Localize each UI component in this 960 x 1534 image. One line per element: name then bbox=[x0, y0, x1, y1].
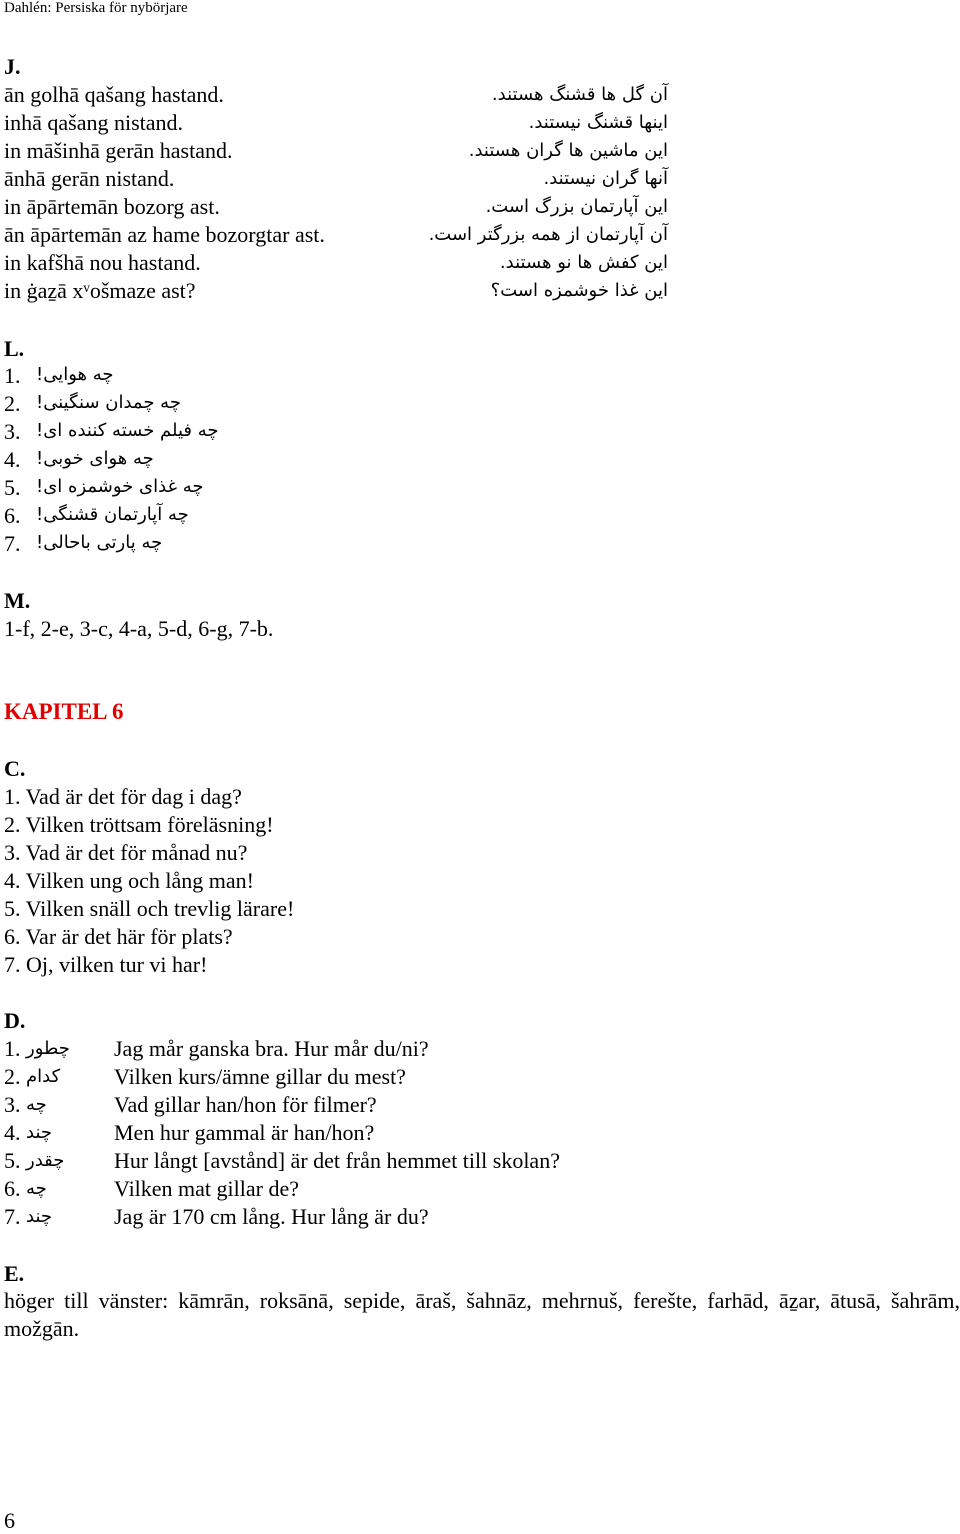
section-d-translation: Jag mår ganska bra. Hur mår du/ni? bbox=[114, 1036, 429, 1061]
section-l-item-text: چه چمدان سنگینی! bbox=[36, 392, 181, 413]
section-l-item-number: 7. bbox=[4, 531, 21, 556]
section-d-item-number: 5. bbox=[4, 1148, 21, 1173]
section-c-item: 5. Vilken snäll och trevlig lärare! bbox=[4, 896, 295, 921]
section-d-item-number: 7. bbox=[4, 1204, 21, 1229]
section-l-heading: L. bbox=[4, 336, 25, 361]
section-d-item-number: 4. bbox=[4, 1120, 21, 1145]
section-d-translation: Men hur gammal är han/hon? bbox=[114, 1120, 375, 1145]
section-j-persian-line: آنها گران نیستند. bbox=[543, 168, 668, 189]
page-number: 6 bbox=[4, 1508, 15, 1533]
section-c-item: 6. Var är det här för plats? bbox=[4, 924, 233, 949]
section-j-latin-line: ān golhā qašang hastand. bbox=[4, 82, 224, 107]
section-l-item-number: 6. bbox=[4, 503, 21, 528]
section-j-persian-line: این کفش ها نو هستند. bbox=[499, 252, 668, 273]
section-j-latin-line: in ġaẕā xᵛošmaze ast? bbox=[4, 278, 196, 303]
section-d-translation: Vilken kurs/ämne gillar du mest? bbox=[114, 1064, 406, 1089]
section-c-item: 3. Vad är det för månad nu? bbox=[4, 840, 248, 865]
section-e-text: höger till vänster: kāmrān, roksānā, sepide, āraš, šahnāz, mehrnuš, ferešte, farhād, āẕar, ātusā, šahrām, možgān. bbox=[4, 1288, 960, 1341]
section-d-item-number: 6. bbox=[4, 1176, 21, 1201]
section-d-question-word: چه bbox=[26, 1094, 47, 1115]
section-j-persian-line: آن گل ها قشنگ هستند. bbox=[491, 84, 668, 105]
section-d-question-word: کدام bbox=[26, 1066, 61, 1087]
section-j-heading: J. bbox=[4, 54, 21, 79]
section-j-persian-line: آن آپارتمان از همه بزرگتر است. bbox=[428, 224, 668, 245]
section-d-question-word: چه bbox=[26, 1178, 47, 1199]
section-l-item-text: چه فیلم خسته کننده ای! bbox=[36, 420, 219, 441]
section-d-translation: Hur långt [avstånd] är det från hemmet till skolan? bbox=[114, 1148, 560, 1173]
section-l-item-text: چه هوای خوبی! bbox=[36, 448, 154, 469]
section-l-item-number: 1. bbox=[4, 363, 21, 388]
section-d-translation: Vilken mat gillar de? bbox=[114, 1176, 300, 1201]
section-c-item: 1. Vad är det för dag i dag? bbox=[4, 784, 242, 809]
section-l-item-number: 5. bbox=[4, 475, 21, 500]
section-j-persian-line: اینها قشنگ نیستند. bbox=[528, 112, 668, 133]
section-d-translation: Jag är 170 cm lång. Hur lång är du? bbox=[114, 1204, 429, 1229]
section-d-translation: Vad gillar han/hon för filmer? bbox=[114, 1092, 377, 1117]
section-d-question-word: چند bbox=[26, 1206, 53, 1227]
section-j-persian-line: این آپارتمان بزرگ است. bbox=[485, 196, 668, 217]
section-l-item-number: 2. bbox=[4, 391, 21, 416]
section-d-heading: D. bbox=[4, 1008, 26, 1033]
section-d-item-number: 3. bbox=[4, 1092, 21, 1117]
section-l-item-number: 3. bbox=[4, 419, 21, 444]
section-d-question-word: چطور bbox=[26, 1038, 70, 1059]
section-j-latin-line: in āpārtemān bozorg ast. bbox=[4, 194, 220, 219]
section-c-item: 7. Oj, vilken tur vi har! bbox=[4, 952, 208, 977]
running-header: Dahlén: Persiska för nybörjare bbox=[4, 0, 188, 16]
section-l-item-text: چه غذای خوشمزه ای! bbox=[36, 476, 204, 497]
section-c-item: 2. Vilken tröttsam föreläsning! bbox=[4, 812, 274, 837]
section-j-latin-line: in māšinhā gerān hastand. bbox=[4, 138, 233, 163]
section-d-question-word: چند bbox=[26, 1122, 53, 1143]
section-l-item-text: چه آپارتمان قشنگی! bbox=[36, 504, 189, 525]
section-d-item-number: 2. bbox=[4, 1064, 21, 1089]
section-m-answers: 1-f, 2-e, 3-c, 4-a, 5-d, 6-g, 7-b. bbox=[4, 616, 274, 641]
section-l-item-number: 4. bbox=[4, 447, 21, 472]
section-d-question-word: چقدر bbox=[26, 1150, 65, 1171]
chapter-title: KAPITEL 6 bbox=[4, 699, 124, 724]
section-e-heading: E. bbox=[4, 1261, 25, 1286]
section-d-item-number: 1. bbox=[4, 1036, 21, 1061]
section-l-item-text: چه پارتی باحالی! bbox=[36, 532, 163, 553]
section-m-heading: M. bbox=[4, 588, 31, 613]
section-c-item: 4. Vilken ung och lång man! bbox=[4, 868, 255, 893]
section-j-latin-line: inhā qašang nistand. bbox=[4, 110, 184, 135]
section-j-persian-line: این ماشین ها گران هستند. bbox=[468, 140, 668, 161]
section-c-heading: C. bbox=[4, 756, 26, 781]
section-j-persian-line: این غذا خوشمزه است؟ bbox=[490, 280, 668, 301]
section-j-latin-line: in kafšhā nou hastand. bbox=[4, 250, 201, 275]
section-l-item-text: چه هوایی! bbox=[36, 364, 114, 385]
section-j-latin-line: ān āpārtemān az hame bozorgtar ast. bbox=[4, 222, 325, 247]
section-j-latin-line: ānhā gerān nistand. bbox=[4, 166, 175, 191]
